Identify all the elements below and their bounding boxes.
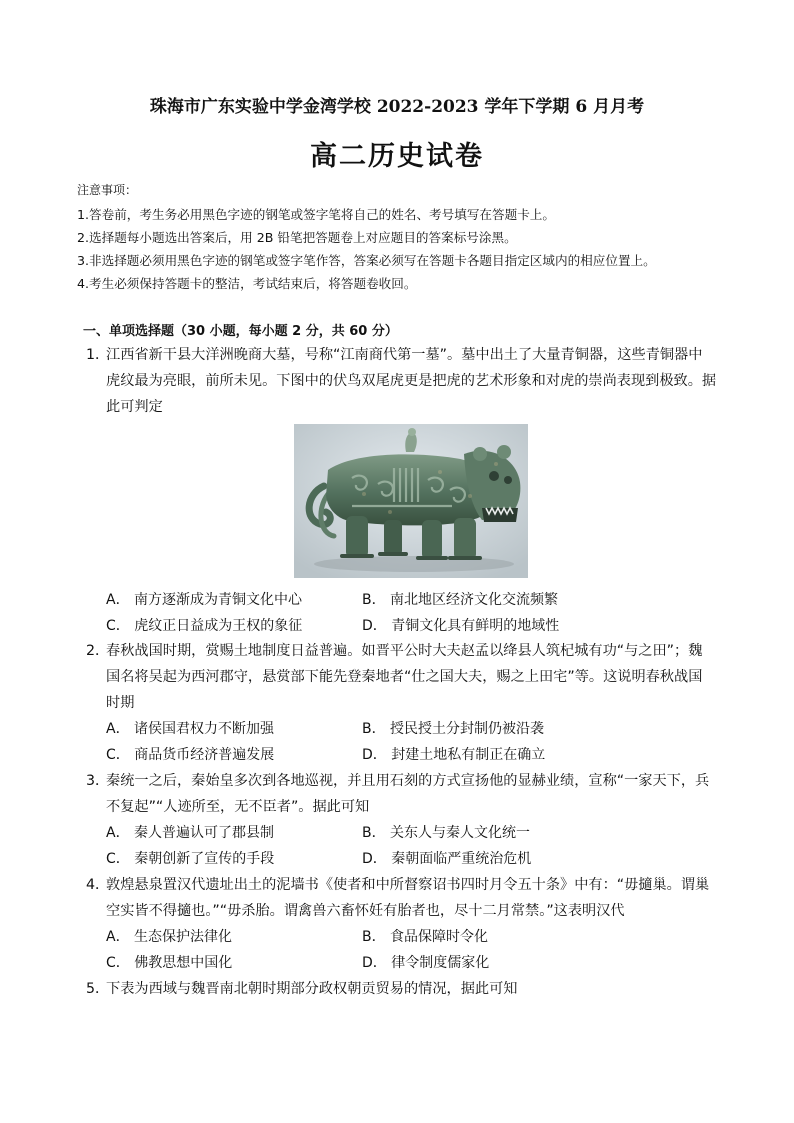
question-number: 4． — [86, 877, 110, 893]
note-item: 3.非选择题必须用黑色字迹的钢笔或签字笔作答，答案必须写在答题卡各题目指定区域内的相应位置上。 — [77, 253, 656, 268]
option-b: B． 关东人与秦人文化统一 — [362, 825, 531, 841]
option-c: C． 秦朝创新了宣传的手段 — [106, 851, 275, 867]
option-c: C． 商品货币经济普遍发展 — [106, 747, 275, 763]
question-text-line: 江西省新干县大洋洲晚商大墓，号称“江南商代第一墓”。墓中出土了大量青铜器，这些青铜器中 — [106, 347, 703, 363]
option-c: C． 虎纹正日益成为王权的象征 — [106, 618, 303, 634]
question-text-line: 不复起”“人迹所至，无不臣者”。据此可知 — [106, 799, 370, 815]
option-d: D． 律令制度儒家化 — [362, 955, 490, 971]
question-number: 5． — [86, 981, 110, 997]
exam-title: 高二历史试卷 — [310, 141, 484, 172]
option-a: A． 秦人普遍认可了郡县制 — [106, 825, 275, 841]
option-d: D． 青铜文化具有鲜明的地域性 — [362, 618, 560, 634]
option-a: A． 诸侯国君权力不断加强 — [106, 721, 275, 737]
question-text-line: 时期 — [106, 695, 135, 711]
question-number: 2． — [86, 643, 110, 659]
notes-heading: 注意事项： — [77, 183, 138, 197]
option-a: A． 南方逐渐成为青铜文化中心 — [106, 592, 303, 608]
question-text-line: 国名将吴起为西河郡守，悬赏部下能先登秦地者“仕之国大夫，赐之上田宅”等。这说明春秋战国 — [106, 669, 703, 685]
question-text-line: 空实皆不得擿也。”“毋杀胎。谓禽兽六畜怀妊有胎者也，尽十二月常禁。”这表明汉代 — [106, 903, 625, 919]
option-d: D． 封建土地私有制正在确立 — [362, 747, 546, 763]
question-text-line: 春秋战国时期，赏赐土地制度日益普遍。如晋平公时大夫赵孟以绛县人筑杞城有功“与之田”；魏 — [106, 643, 703, 659]
option-c: C． 佛教思想中国化 — [106, 955, 233, 971]
note-item: 1.答卷前，考生务必用黑色字迹的钢笔或签字笔将自己的姓名、考号填写在答题卡上。 — [77, 207, 555, 222]
question-text-line: 秦统一之后，秦始皇多次到各地巡视，并且用石刻的方式宣扬他的显赫业绩，宣称“一家天下，兵 — [106, 773, 710, 789]
note-item: 4.考生必须保持答题卡的整洁，考试结束后，将答题卷收回。 — [77, 276, 417, 291]
option-b: B． 授民授土分封制仍被沿袭 — [362, 721, 545, 737]
school-heading: 珠海市广东实验中学金湾学校 2022-2023 学年下学期 6 月月考 — [149, 97, 645, 117]
question-text-line: 下表为西域与魏晋南北朝时期部分政权朝贡贸易的情况，据此可知 — [106, 981, 518, 997]
section-title: 一、单项选择题（30 小题，每小题 2 分，共 60 分） — [83, 324, 398, 339]
note-item: 2.选择题每小题选出答案后，用 2B 铅笔把答题卷上对应题目的答案标号涂黑。 — [77, 230, 517, 245]
question-number: 3． — [86, 773, 110, 789]
option-d: D． 秦朝面临严重统治危机 — [362, 851, 532, 867]
bronze-tiger-photo — [294, 424, 528, 578]
question-number: 1． — [86, 347, 110, 363]
option-b: B． 南北地区经济文化交流频繁 — [362, 592, 559, 608]
question-text-line: 虎纹最为亮眼，前所未见。下图中的伏鸟双尾虎更是把虎的艺术形象和对虎的崇尚表现到极致。据 — [106, 373, 717, 389]
option-b: B． 食品保障时令化 — [362, 929, 489, 945]
question-text-line: 此可判定 — [106, 399, 163, 415]
option-a: A． 生态保护法律化 — [106, 929, 233, 945]
question-text-line: 敦煌悬泉置汉代遗址出土的泥墙书《使者和中所督察诏书四时月令五十条》中有：“毋擿巢。谓巢 — [106, 877, 710, 893]
